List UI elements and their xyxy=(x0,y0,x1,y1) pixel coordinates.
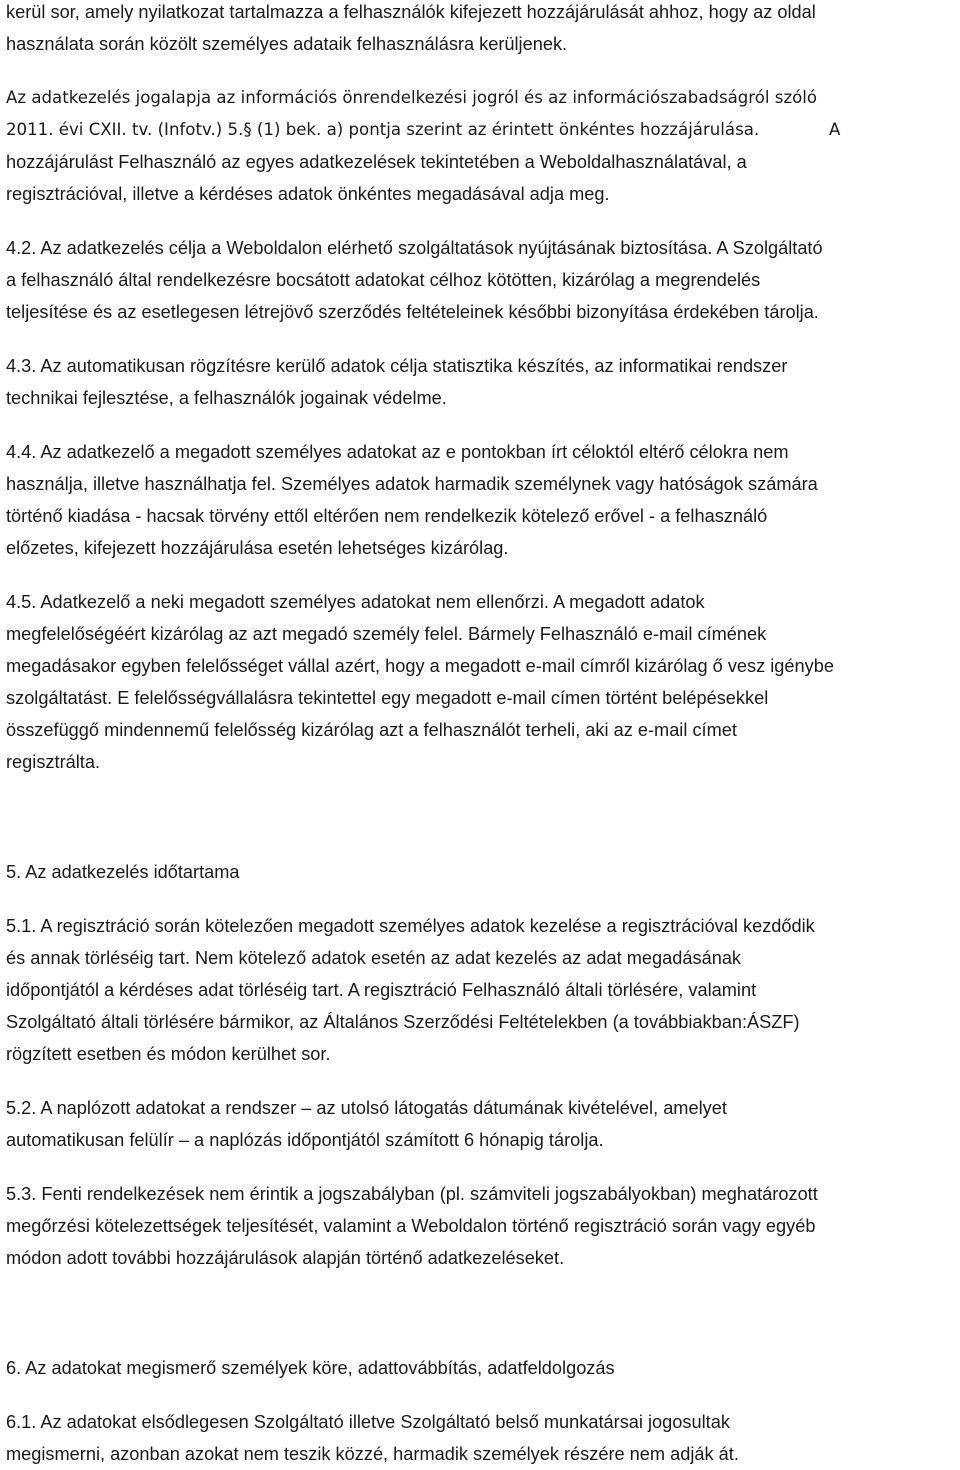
text-line: szolgáltatást. E felelősségvállalásra tekintettel egy megadott e-mail címen történt belépésekkel xyxy=(6,688,769,708)
text-line: előzetes, kifejezett hozzájárulása esetén lehetséges kizárólag. xyxy=(6,538,509,558)
section-heading: 6. Az adatokat megismerő személyek köre, adattovábbítás, adatfeldolgozás xyxy=(6,1358,615,1378)
text-line: 4.5. Adatkezelő a neki megadott személyes adatokat nem ellenőrzi. A megadott adatok xyxy=(6,592,705,612)
text-line: 4.2. Az adatkezelés célja a Weboldalon elérhető szolgáltatások nyújtásának biztosítása. A Szolgáltató xyxy=(6,238,823,258)
text-line: 2011. évi CXII. tv. (Infotv.) 5.§ (1) bek. a) pontja szerint az érintett önkéntes hozzájárulása. xyxy=(6,120,760,139)
text-line: módon adott további hozzájárulások alapján történő adatkezeléseket. xyxy=(6,1248,565,1268)
text-line: használata során közölt személyes adataik felhasználásra kerüljenek. xyxy=(6,34,568,54)
text-line: megfelelőségéért kizárólag az azt megadó személy felel. Bármely Felhasználó e-mail címének xyxy=(6,624,767,644)
text-line: 4.3. Az automatikusan rögzítésre kerülő adatok célja statisztika készítés, az informatikai rendszer xyxy=(6,356,788,376)
text-line: technikai fejlesztése, a felhasználók jogainak védelme. xyxy=(6,388,447,408)
text-line: a felhasználó által rendelkezésre bocsátott adatokat célhoz kötötten, kizárólag a megrendelés xyxy=(6,270,761,290)
text-line: regisztrációval, illetve a kérdéses adatok önkéntes megadásával adja meg. xyxy=(6,184,610,204)
text-line: 5.1. A regisztráció során kötelezően megadott személyes adatok kezelése a regisztrációval kezdődik xyxy=(6,916,815,936)
text-line: hozzájárulást Felhasználó az egyes adatkezelések tekintetében a Weboldalhasználatával, a xyxy=(6,152,747,172)
text-line: A xyxy=(829,120,841,139)
text-line: rögzített esetben és módon kerülhet sor. xyxy=(6,1044,331,1064)
text-line: összefüggő mindennemű felelősség kizárólag azt a felhasználót terheli, aki az e-mail címet xyxy=(6,720,737,740)
text-line: 6.1. Az adatokat elsődlegesen Szolgáltató illetve Szolgáltató belső munkatársai jogosultak xyxy=(6,1412,730,1432)
text-line: automatikusan felülír – a naplózás időpontjától számított 6 hónapig tárolja. xyxy=(6,1130,604,1150)
text-line: történő kiadása - hacsak törvény ettől eltérően nem rendelkezik kötelező erővel - a felhasználó xyxy=(6,506,768,526)
text-line: 5.2. A naplózott adatokat a rendszer – az utolsó látogatás dátumának kivételével, amelyet xyxy=(6,1098,727,1118)
text-line: Az adatkezelés jogalapja az információs önrendelkezési jogról és az információszabadságról szóló xyxy=(6,88,818,107)
section-heading: 5. Az adatkezelés időtartama xyxy=(6,862,240,882)
text-line: teljesítése és az esetlegesen létrejövő szerződés feltételeinek későbbi bizonyítása érdekében tárolja. xyxy=(6,302,819,322)
text-line: kerül sor, amely nyilatkozat tartalmazza a felhasználók kifejezett hozzájárulását ahhoz, hogy az oldal xyxy=(6,2,816,22)
text-line: megadásakor egyben felelősséget vállal azért, hogy a megadott e-mail címről kizárólag ő vesz igénybe xyxy=(6,656,834,676)
text-line: 4.4. Az adatkezelő a megadott személyes adatokat az e pontokban írt céloktól eltérő célokra nem xyxy=(6,442,789,462)
text-line: 5.3. Fenti rendelkezések nem érintik a jogszabályban (pl. számviteli jogszabályokban) meghatározott xyxy=(6,1184,818,1204)
text-line: Szolgáltató általi törlésére bármikor, az Általános Szerződési Feltételekben (a továbbiakban:ÁSZF) xyxy=(6,1012,800,1032)
text-line: és annak törléséig tart. Nem kötelező adatok esetén az adat kezelés az adat megadásának xyxy=(6,948,742,968)
text-line: megismerni, azonban azokat nem teszik közzé, harmadik személyek részére nem adják át. xyxy=(6,1444,739,1464)
text-line: használja, illetve használhatja fel. Személyes adatok harmadik személynek vagy hatóságok számára xyxy=(6,474,818,494)
text-line: megőrzési kötelezettségek teljesítését, valamint a Weboldalon történő regisztráció során vagy egyéb xyxy=(6,1216,816,1236)
text-line: regisztrálta. xyxy=(6,752,101,772)
text-line: időpontjától a kérdéses adat törléséig tart. A regisztráció Felhasználó általi törlésére, valamint xyxy=(6,980,757,1000)
